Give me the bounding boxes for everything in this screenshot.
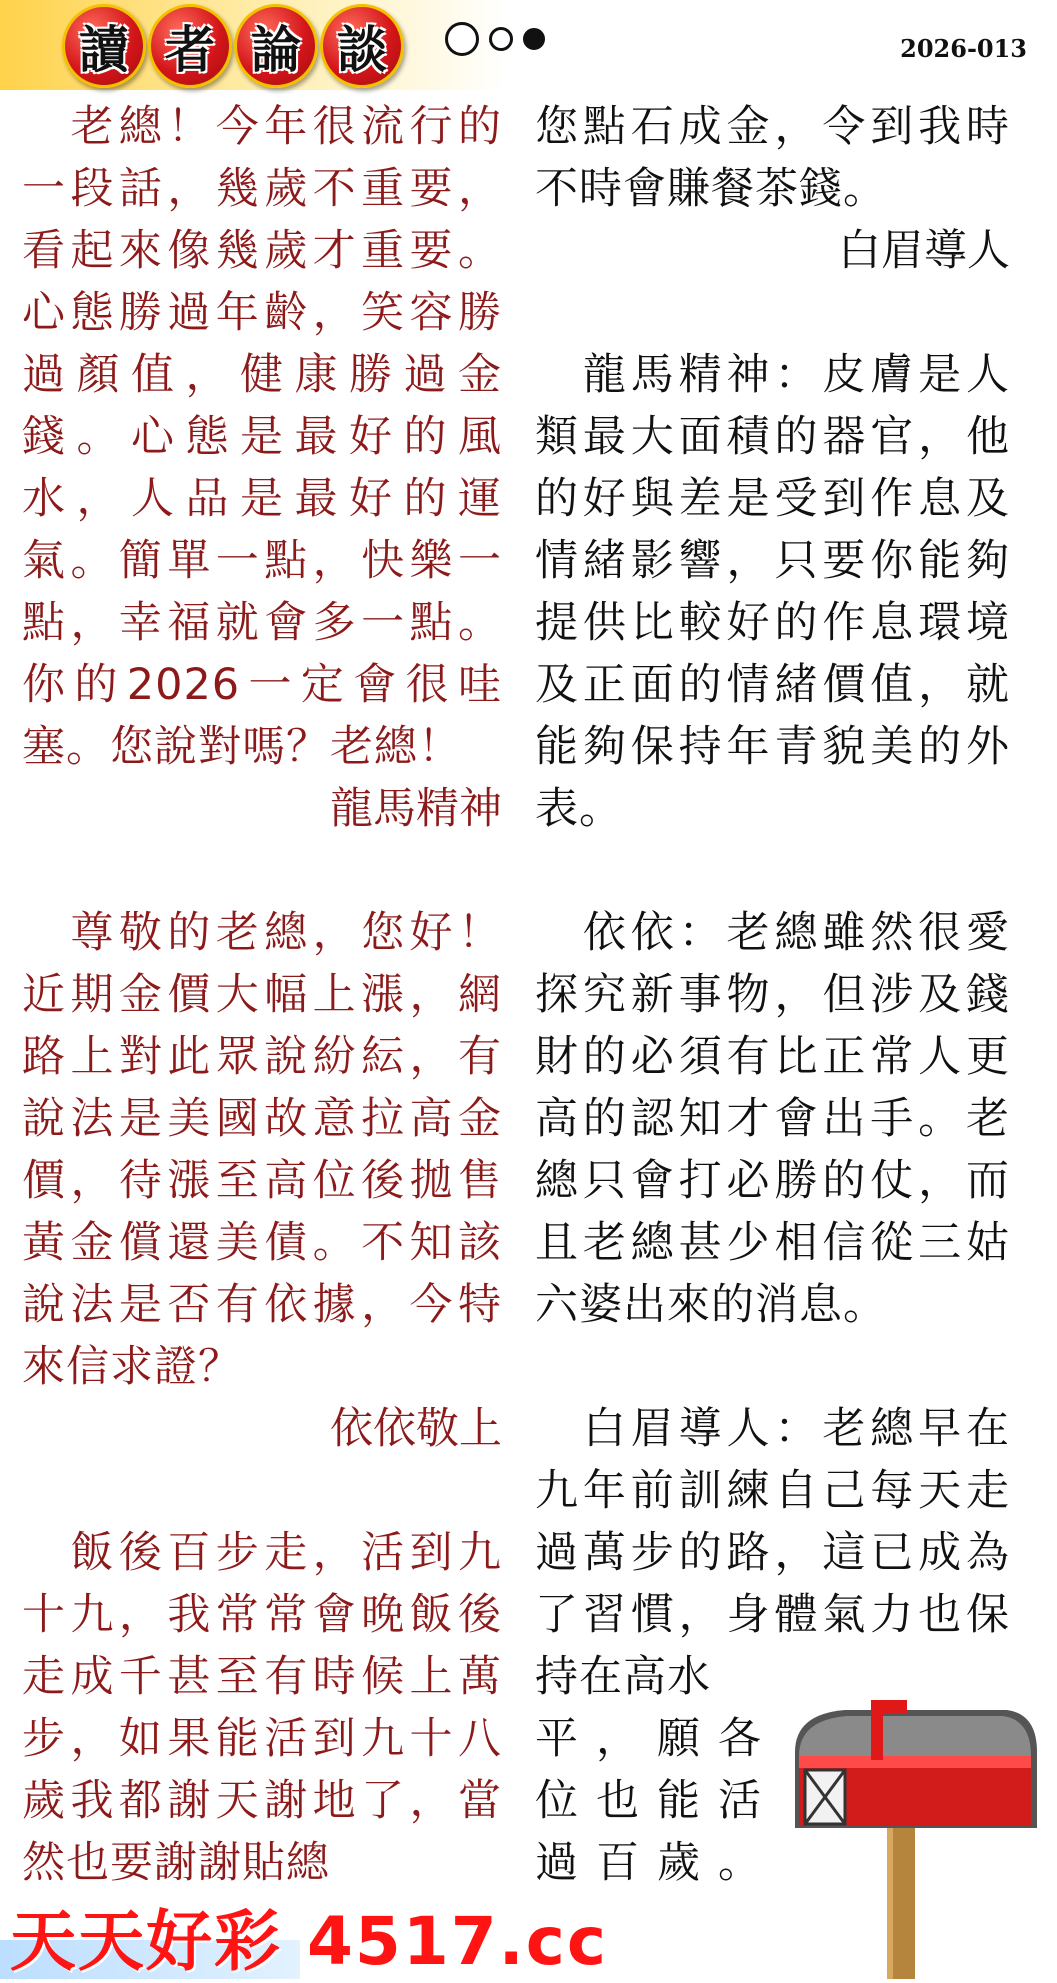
right-column	[535, 96, 1010, 1894]
paragraph-gap	[22, 1460, 502, 1522]
issue-number: 2026-013	[900, 34, 1027, 63]
letter-paragraph: 龍馬精神：皮膚是人類最大面積的器官，他的好與差是受到作息及情緒影響，只要你能夠提供比較好的作息環境及正面的情緒價值，就能夠保持年青貌美的外表。	[535, 350, 1010, 834]
header-banner	[0, 0, 1057, 90]
decorative-dots	[445, 22, 545, 56]
letter-line: 平，願各	[535, 1714, 779, 1764]
watermark: 天天好彩 4517.cc	[10, 1903, 608, 1980]
column-title	[62, 4, 404, 88]
letter-paragraph: 尊敬的老總，您好！近期金價大幅上漲，網路上對此眾說紛紜，有說法是美國故意拉高金價，待漲至高位後拋售黃金償還美債。不知該說法是否有依據，今特來信求證？	[22, 908, 502, 1392]
letter-paragraph: 老總！今年很流行的一段話，幾歲不重要，看起來像幾歲才重要。心態勝過年齡，笑容勝過顏值，健康勝過金錢。心態是最好的風水，人品是最好的運氣。簡單一點，快樂一點，幸福就會多一點。你的2026一定會很哇塞。您說對嗎？老總！	[22, 102, 502, 772]
title-char: 論	[234, 4, 318, 88]
letter-paragraph: 白眉導人：老總早在九年前訓練自己每天走過萬步的路，這已成為了習慣，身體氣力也保持在高水	[535, 1404, 1010, 1702]
letter-signature: 依依敬上	[330, 1404, 502, 1454]
letter-paragraph: 依依：老總雖然很愛探究新事物，但涉及錢財的必須有比正常人更高的認知才會出手。老總只會打必勝的仗，而且老總甚少相信從三姑六婆出來的消息。	[535, 908, 1010, 1330]
paragraph-gap	[535, 840, 1010, 902]
title-char: 讀	[62, 4, 146, 88]
letter-line: 位也能活	[535, 1776, 779, 1826]
filled-dot-icon	[523, 28, 545, 50]
letter-signature: 龍馬精神	[330, 784, 502, 834]
left-column	[22, 96, 502, 1894]
circle-dot-icon	[489, 27, 513, 51]
letter-line: 過百歲。	[535, 1838, 779, 1888]
letter-paragraph: 您點石成金，令到我時不時會賺餐茶錢。	[535, 102, 1010, 214]
paragraph-gap	[535, 1336, 1010, 1398]
circle-dot-icon	[445, 22, 479, 56]
red-mailbox-icon	[775, 1700, 1037, 1979]
letter-paragraph: 飯後百步走，活到九十九，我常常會晚飯後走成千甚至有時候上萬步，如果能活到九十八歲我都謝天謝地了，當然也要謝謝貼總	[22, 1528, 502, 1888]
paragraph-gap	[22, 840, 502, 902]
title-char: 談	[320, 4, 404, 88]
letter-signature: 白眉導人	[838, 226, 1010, 276]
paragraph-gap	[535, 282, 1010, 344]
title-char: 者	[148, 4, 232, 88]
